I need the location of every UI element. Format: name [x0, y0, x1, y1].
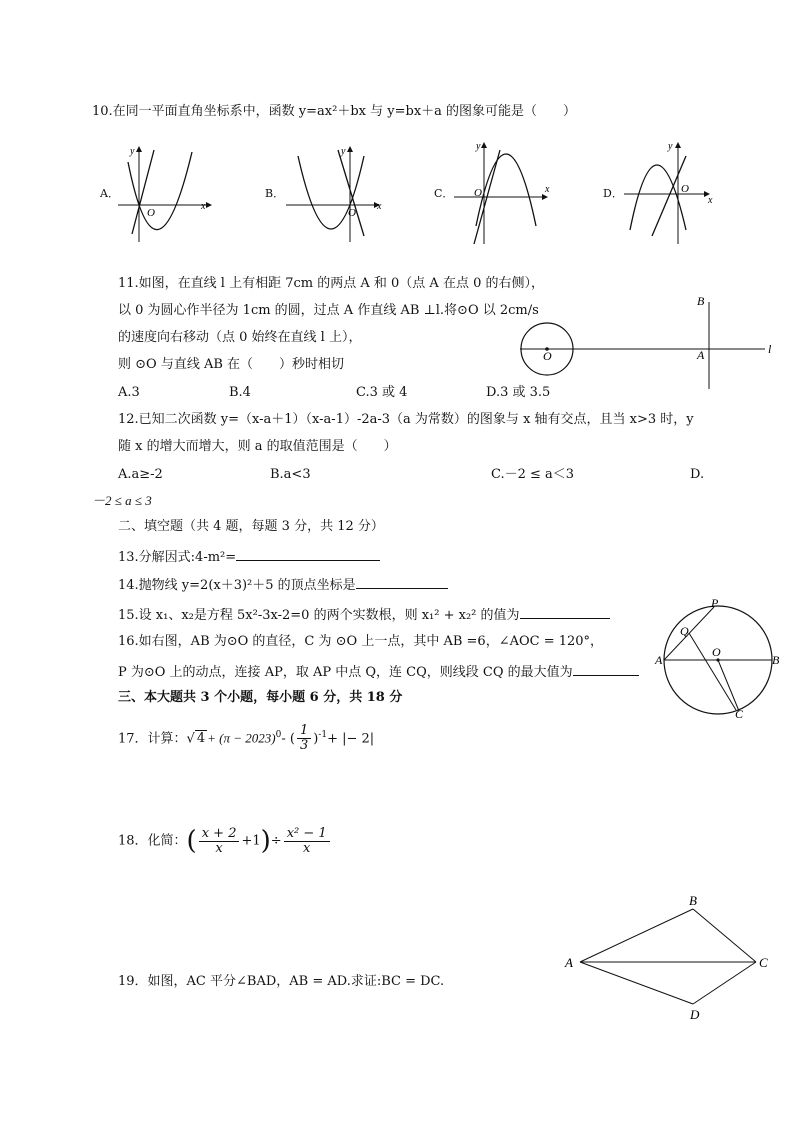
q13-answer-blank[interactable]	[236, 547, 380, 561]
q17-den: 3	[299, 738, 309, 754]
q17-part5: + |− 2|	[327, 731, 375, 747]
q14-text: 14.抛物线 y=2(x＋3)²＋5 的顶点坐标是	[118, 578, 356, 593]
q10-graph-d-x-label: x	[708, 195, 713, 206]
q10-option-c-label: C．	[434, 187, 454, 200]
q10-graph-a-origin: O	[147, 207, 155, 219]
q18-label: 18．化简：	[118, 833, 187, 849]
q17-part4: )	[313, 731, 319, 747]
q14	[118, 575, 448, 594]
q19-fig-a: A	[565, 955, 573, 970]
q13	[118, 547, 380, 566]
q10-option-b-label: B．	[265, 187, 285, 200]
q17-num: 1	[297, 724, 311, 739]
q11-line2: 以 0 为圆心作半径为 1cm 的圆，过点 A 作直线 AB ⊥l.将⊙O 以 2cm/s	[118, 303, 539, 318]
q16-fig-p: P	[711, 596, 719, 610]
q18-den1: x	[215, 840, 223, 856]
q11-line3: 的速度向右移动（点 0 始终在直线 l 上），	[118, 330, 362, 345]
q11-fig-o: O	[543, 349, 552, 363]
q11-option-b: B.4	[229, 385, 251, 400]
q18-num2: x² − 1	[284, 827, 330, 842]
q11-option-c: C.3 或 4	[356, 385, 408, 400]
q18-den2: x	[303, 840, 311, 856]
q11-option-a: A.3	[118, 385, 140, 400]
q19-fig-c: C	[759, 955, 768, 970]
q14-answer-blank[interactable]	[356, 575, 448, 589]
q10-graph-c-origin: O	[474, 187, 482, 199]
q11-option-d: D.3 或 3.5	[486, 385, 551, 400]
q16-answer-blank[interactable]	[573, 662, 639, 676]
q16-line2	[118, 662, 639, 681]
q16-line2-text: P 为⊙O 上的动点，连接 AP，取 AP 中点 Q，连 CQ，则线段 CQ 的最大值为	[118, 665, 573, 680]
q10-graph-c-x-label: x	[545, 184, 550, 195]
q10-graph-b-x-label: x	[377, 201, 382, 212]
q12-option-d: D.	[690, 467, 705, 482]
q17	[118, 722, 374, 753]
q19-fig-d: D	[690, 1007, 700, 1022]
q10-graph-b-y-label: y	[341, 146, 346, 157]
q16-fig-a: A	[655, 653, 663, 667]
q10-option-d-label: D．	[603, 187, 623, 200]
q11-fig-b: B	[697, 294, 705, 308]
q10-stem: 10.在同一平面直角坐标系中，函数 y=ax²＋bx 与 y=bx＋a 的图象可能是（ ）	[92, 104, 577, 119]
q10-graph-c-y-label: y	[476, 141, 481, 152]
q16-line1: 16.如右图，AB 为⊙O 的直径，C 为 ⊙O 上一点，其中 AB =6，∠AOC = 120°，	[118, 634, 604, 649]
q10-graph-c	[454, 140, 554, 248]
q11-line4: 则 ⊙O 与直线 AB 在（ ）秒时相切	[118, 357, 345, 372]
q19-fig-b: B	[689, 893, 697, 908]
q10-graph-d	[624, 140, 724, 248]
q16-fig-o: O	[712, 645, 721, 659]
q17-part3: - (	[281, 731, 295, 747]
q16-fig-c: C	[735, 707, 744, 721]
q10-graph-a-x-label: x	[201, 201, 206, 212]
q16-figure	[652, 592, 792, 722]
q17-exp0: 0	[275, 730, 282, 740]
q11-fig-a: A	[697, 348, 705, 362]
q12-option-c: C.－2 ≤ a＜3	[491, 467, 575, 482]
q12-option-d-continued: －2 ≤ a ≤ 3	[92, 493, 152, 508]
q16-fig-q: Q	[680, 624, 689, 638]
section-3-title: 三、本大题共 3 个小题，每小题 6 分，共 18 分	[118, 690, 403, 705]
q16-fig-b: B	[772, 653, 780, 667]
q10-graph-d-origin: O	[681, 183, 689, 195]
q18: 18．化简：( $\frac{x + 2}{x}$ +1)÷ $\frac{\text{x² − 1}}{x}$	[118, 826, 332, 857]
q18-div: ÷	[270, 833, 282, 849]
q12-option-a: A.a≥-2	[118, 467, 163, 482]
q11-fig-l: l	[768, 342, 772, 356]
q12-option-b: B.a<3	[270, 467, 311, 482]
q17-label: 17．计算：	[118, 731, 187, 747]
q17-exp-neg1: -1	[318, 730, 328, 740]
q18-fraction-2	[284, 827, 330, 856]
q10-graph-b-origin: O	[348, 207, 356, 219]
q10-graph-d-y-label: y	[668, 141, 673, 152]
section-2-title: 二、填空题（共 4 题，每题 3 分，共 12 分）	[118, 519, 384, 534]
q18-fraction-1	[199, 827, 240, 856]
q18-plus: +1	[241, 833, 261, 849]
q17-sqrt-arg: 4	[196, 731, 206, 747]
q12-line2: 随 x 的增大而增大，则 a 的取值范围是（ ）	[118, 439, 397, 454]
q11-figure	[515, 292, 780, 392]
q17-sqrt: √ 4	[186, 731, 206, 747]
q10-graph-a	[118, 142, 218, 247]
q19-figure	[562, 892, 777, 1024]
q15-answer-blank[interactable]	[520, 605, 610, 619]
q10-graph-a-y-label: y	[130, 146, 135, 157]
q13-text: 13.分解因式:4-m²=	[118, 550, 237, 565]
q15	[118, 605, 610, 624]
q17-fraction	[297, 724, 311, 753]
q17-part2: + (π − 2023)	[207, 730, 276, 746]
q12-line1: 12.已知二次函数 y=（x-a＋1）（x-a-1）-2a-3（a 为常数）的图象与 x 轴有交点，且当 x>3 时，y	[118, 412, 694, 427]
q10-option-a-label: A．	[100, 187, 119, 200]
q18-num1: x + 2	[199, 827, 240, 842]
q15-text: 15.设 x₁、x₂是方程 5x²-3x-2=0 的两个实数根，则 x₁² + x₂² 的值为	[118, 608, 520, 623]
q10-graph-b	[286, 142, 386, 247]
q11-line1: 11.如图，在直线 l 上有相距 7cm 的两点 A 和 0（点 A 在点 0 的右侧），	[118, 276, 544, 291]
q19-text: 19．如图，AC 平分∠BAD，AB = AD.求证:BC = DC.	[118, 974, 445, 989]
